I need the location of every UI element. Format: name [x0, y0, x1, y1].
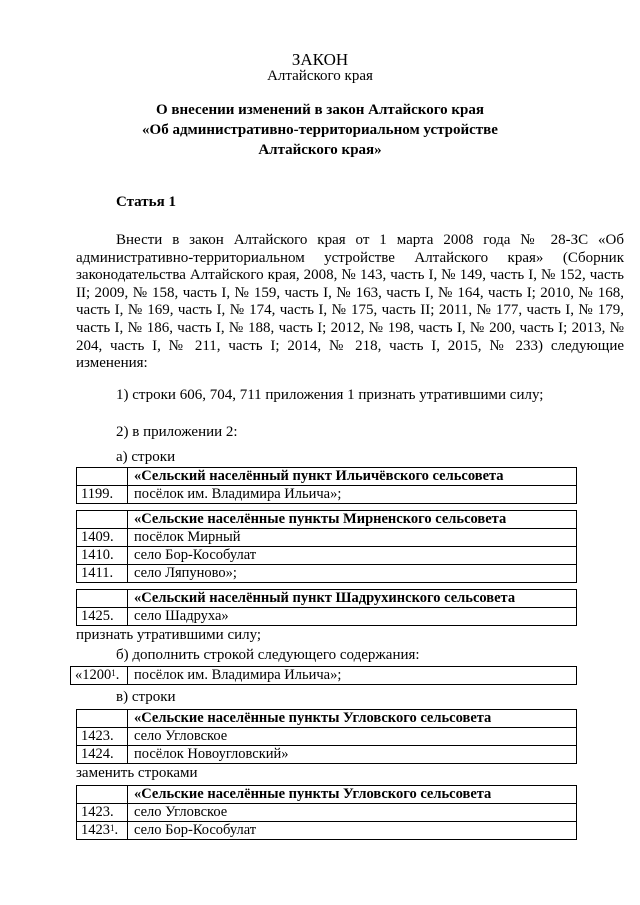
- table-uglovsky-new: [76, 785, 577, 840]
- table-row: [77, 547, 577, 565]
- table-header-row: [77, 590, 577, 608]
- row-number: 1423.: [77, 804, 128, 822]
- row-number: 1425.: [77, 608, 128, 626]
- intro-paragraph: [76, 232, 624, 373]
- sub-item-b: б) дополнить строкой следующего содержания:: [116, 647, 420, 663]
- table-header-row: [77, 468, 577, 486]
- row-name: село Бор-Кособулат: [128, 822, 577, 840]
- table-uglovsky-old: [76, 709, 577, 764]
- table-row: [71, 667, 577, 685]
- table-row: [77, 608, 577, 626]
- row-name: село Угловское: [128, 728, 577, 746]
- doc-type: ЗАКОН: [291, 50, 349, 69]
- row-name: село Угловское: [128, 804, 577, 822]
- table-cell: [77, 710, 128, 728]
- table-cell: [77, 590, 128, 608]
- table-row: [77, 728, 577, 746]
- doc-region: Алтайского края: [267, 68, 373, 84]
- row-number-main: 1423: [81, 822, 110, 838]
- row-number: 1411.: [77, 565, 128, 583]
- table-added-row: [70, 666, 577, 685]
- row-name: село Ляпуново»;: [128, 565, 577, 583]
- row-number: [71, 667, 128, 685]
- table-row: [77, 804, 577, 822]
- row-name: посёлок им. Владимира Ильича»;: [128, 486, 577, 504]
- row-number-sup: 1: [110, 823, 115, 833]
- table-cell: [77, 468, 128, 486]
- table-header-cell: «Сельские населённые пункты Угловского сельсовета: [128, 710, 577, 728]
- row-name: посёлок Новоугловский»: [128, 746, 577, 764]
- row-name: посёлок им. Владимира Ильича»;: [128, 667, 577, 685]
- row-number-dot: .: [114, 822, 119, 838]
- row-name: посёлок Мирный: [128, 529, 577, 547]
- item-2: 2) в приложении 2:: [116, 424, 238, 440]
- title-line-2: «Об административно-территориальном устройстве: [142, 122, 498, 138]
- row-number-dot: .: [115, 667, 120, 683]
- table-ilichevsky: [76, 467, 577, 504]
- sub-item-a: а) строки: [116, 449, 176, 465]
- item-1: 1) строки 606, 704, 711 приложения 1 признать утратившими силу;: [116, 387, 544, 403]
- recognize-invalid-text: признать утратившими силу;: [76, 627, 262, 643]
- table-shadrukhinsky: [76, 589, 577, 626]
- article-heading: Статья 1: [116, 194, 176, 210]
- table-row: [77, 486, 577, 504]
- title-line-1: О внесении изменений в закон Алтайского края: [155, 102, 485, 118]
- table-header-row: [77, 710, 577, 728]
- row-number: 1424.: [77, 746, 128, 764]
- sub-item-c: в) строки: [116, 689, 176, 705]
- table-row: [77, 746, 577, 764]
- row-number: 1199.: [77, 486, 128, 504]
- table-row: [77, 822, 577, 840]
- table-header-cell: «Сельский населённый пункт Шадрухинского сельсовета: [128, 590, 577, 608]
- row-number: [77, 822, 128, 840]
- table-header-cell: «Сельский населённый пункт Ильичёвского сельсовета: [128, 468, 577, 486]
- row-number: 1423.: [77, 728, 128, 746]
- table-cell: [77, 511, 128, 529]
- row-number: 1410.: [77, 547, 128, 565]
- intro-text: Внести в закон Алтайского края от 1 марта 2008 года № 28-ЗС «Об административно-территориальном устройстве Алтайского края» (Сборник законодательства Алтайского края, 2008, № 143, часть I, № 149, часть I, № 152, часть II; 2009, № 158, часть I, № 159, часть I, № 163, часть I, № 164, часть I; 2010, № 168, часть I, № 169, часть I, № 174, часть I, № 175, часть II; 2011, № 177, часть I, № 179, часть I, № 186, часть I, № 188, часть I; 2012, № 198, часть I, № 200, часть I; 2013, № 204, часть I, № 211, часть I; 2014, № 218, часть I, 2015, № 233) следующие изменения:: [76, 232, 624, 372]
- table-mirnensky: [76, 510, 577, 583]
- table-row: [77, 565, 577, 583]
- table-header-row: [77, 511, 577, 529]
- row-name: село Бор-Кособулат: [128, 547, 577, 565]
- replace-with-text: заменить строками: [76, 765, 198, 781]
- row-number: 1409.: [77, 529, 128, 547]
- table-header-row: [77, 786, 577, 804]
- row-name: село Шадруха»: [128, 608, 577, 626]
- table-header-cell: «Сельские населённые пункты Мирненского сельсовета: [128, 511, 577, 529]
- table-row: [77, 529, 577, 547]
- row-number-sup: 1: [111, 668, 116, 678]
- table-cell: [77, 786, 128, 804]
- title-line-3: Алтайского края»: [258, 142, 382, 158]
- row-number-main: «1200: [75, 667, 112, 683]
- table-header-cell: «Сельские населённые пункты Угловского сельсовета: [128, 786, 577, 804]
